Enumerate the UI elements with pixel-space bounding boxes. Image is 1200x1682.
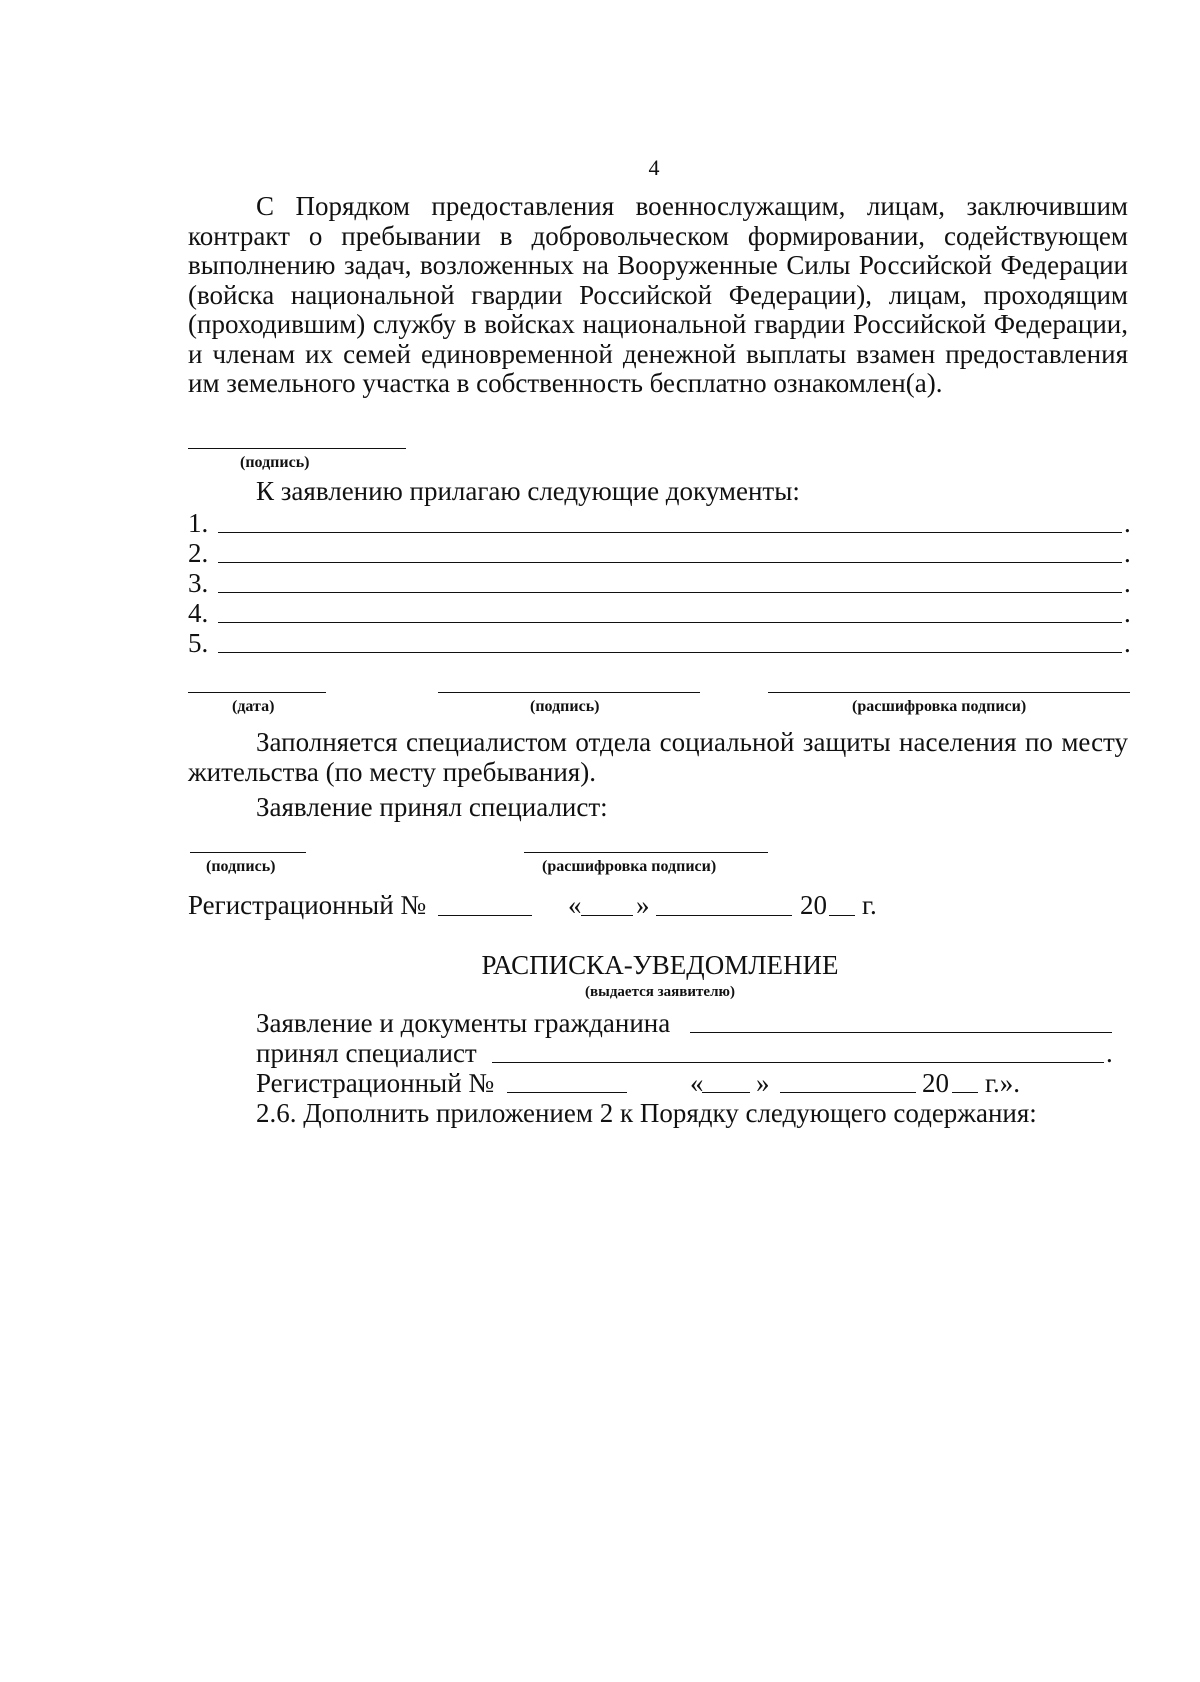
receipt-subtitle: (выдается заявителю) [585, 984, 735, 1000]
receipt-year-suffix: г.». [985, 1068, 1021, 1098]
registration-label: Регистрационный № [188, 890, 427, 920]
receipt-quote-close: » [756, 1068, 770, 1098]
specialist-signature-line[interactable] [190, 852, 306, 853]
receipt-day-line[interactable] [702, 1092, 750, 1093]
accepted-by-specialist: Заявление принял специалист: [256, 792, 608, 822]
receipt-year-line[interactable] [952, 1092, 978, 1093]
specialist-signature-caption: (подпись) [206, 858, 276, 875]
receipt-month-line[interactable] [780, 1092, 916, 1093]
date-caption: (дата) [232, 698, 275, 715]
month-line[interactable] [656, 915, 792, 916]
date-line[interactable] [188, 692, 326, 693]
year-line[interactable] [829, 915, 855, 916]
attachment-end-mark: . [1124, 508, 1131, 538]
closing-clause: 2.6. Дополнить приложением 2 к Порядку следующего содержания: [256, 1098, 1037, 1128]
quote-open: « [568, 890, 582, 920]
attachment-number: 4. [188, 598, 209, 628]
attachment-line[interactable] [218, 622, 1122, 623]
page-number: 4 [648, 155, 660, 180]
attachment-end-mark: . [1124, 568, 1131, 598]
year-suffix: г. [862, 890, 877, 920]
intro-paragraph: С Порядком предоставления военнослужащим, лицам, заключившим контракт о пребывании в добровольческом формировании, содействующем выполнению задач, возложенных на Вооруженные Силы Российской Федерации (войска национальной гвардии Российской Федерации), лицам, проходящим (проходившим) службу в войсках национальной гвардии Российской Федерации, и членам их семей единовременной денежной выплаты взамен предоставления им земельного участка в собственность бесплатно ознакомлен(а). [188, 191, 1128, 398]
signature-caption: (подпись) [530, 698, 600, 715]
receipt-specialist-line[interactable] [492, 1062, 1104, 1063]
citizen-name-line[interactable] [690, 1032, 1112, 1033]
receipt-title: РАСПИСКА-УВЕДОМЛЕНИЕ [481, 950, 839, 980]
receipt-accepted-end: . [1106, 1038, 1113, 1068]
attachment-number: 3. [188, 568, 209, 598]
specialist-decode-line[interactable] [524, 852, 768, 853]
signature-line[interactable] [188, 448, 406, 449]
receipt-accepted-label: принял специалист [256, 1038, 477, 1068]
receipt-quote-open: « [690, 1068, 704, 1098]
attachment-line[interactable] [218, 532, 1122, 533]
signature-line[interactable] [438, 692, 700, 693]
attachment-number: 2. [188, 538, 209, 568]
attachment-number: 1. [188, 508, 209, 538]
attachment-line[interactable] [218, 562, 1122, 563]
attachment-end-mark: . [1124, 628, 1131, 658]
attachment-end-mark: . [1124, 538, 1131, 568]
receipt-docs-label: Заявление и документы гражданина [256, 1008, 671, 1038]
receipt-number-line[interactable] [507, 1092, 627, 1093]
receipt-year-prefix: 20 [922, 1068, 949, 1098]
attachment-line[interactable] [218, 592, 1122, 593]
decode-caption: (расшифровка подписи) [852, 698, 1027, 715]
attachment-number: 5. [188, 628, 209, 658]
specialist-decode-caption: (расшифровка подписи) [542, 858, 717, 875]
day-line[interactable] [581, 915, 633, 916]
attachment-line[interactable] [218, 652, 1122, 653]
signature-caption: (подпись) [240, 454, 310, 471]
registration-number-line[interactable] [438, 915, 532, 916]
attachments-heading: К заявлению прилагаю следующие документы: [256, 476, 800, 506]
year-prefix: 20 [800, 890, 827, 920]
attachment-end-mark: . [1124, 598, 1131, 628]
quote-close: » [636, 890, 650, 920]
decode-line[interactable] [768, 692, 1130, 693]
fill-note: Заполняется специалистом отдела социальной защиты населения по месту жительства (по месту пребывания). [188, 727, 1128, 787]
receipt-reg-label: Регистрационный № [256, 1068, 495, 1098]
